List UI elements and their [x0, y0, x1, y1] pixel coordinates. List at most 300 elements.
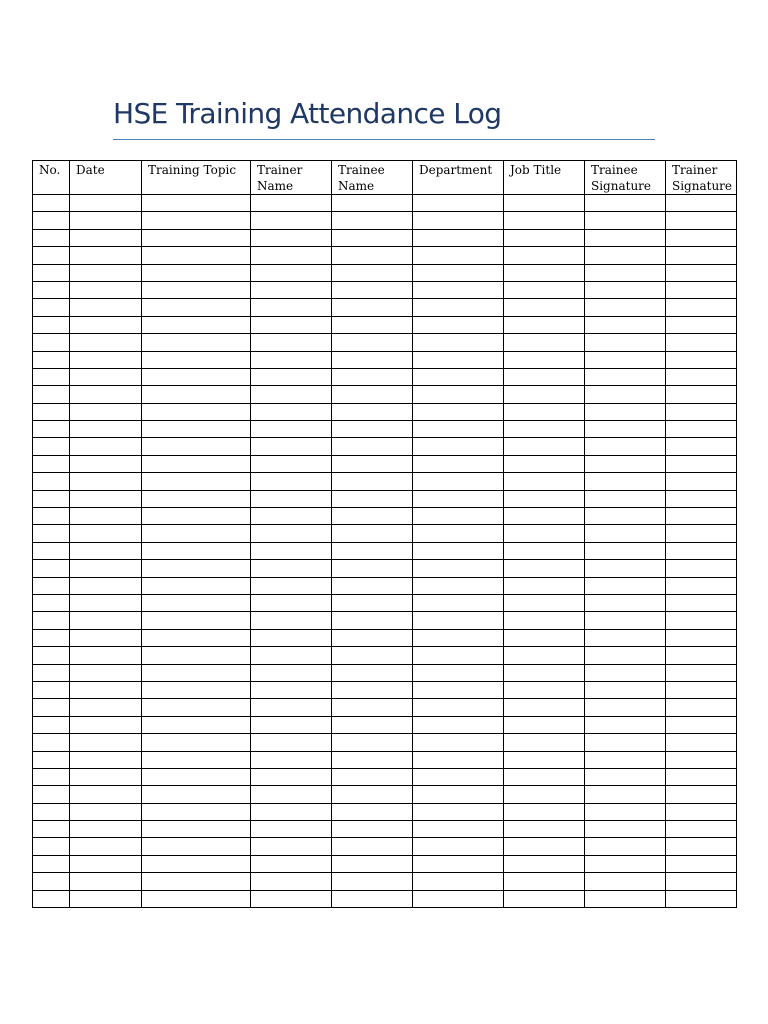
table-cell[interactable]	[413, 734, 504, 751]
table-cell[interactable]	[413, 681, 504, 698]
table-cell[interactable]	[142, 508, 251, 525]
table-cell[interactable]	[33, 351, 70, 368]
table-cell[interactable]	[70, 212, 142, 229]
table-cell[interactable]	[585, 560, 666, 577]
table-cell[interactable]	[413, 229, 504, 246]
table-cell[interactable]	[142, 281, 251, 298]
table-cell[interactable]	[33, 195, 70, 212]
table-cell[interactable]	[33, 890, 70, 907]
table-cell[interactable]	[142, 699, 251, 716]
table-cell[interactable]	[33, 229, 70, 246]
table-cell[interactable]	[251, 351, 332, 368]
table-cell[interactable]	[504, 821, 585, 838]
table-cell[interactable]	[504, 316, 585, 333]
table-cell[interactable]	[33, 281, 70, 298]
table-cell[interactable]	[33, 212, 70, 229]
table-cell[interactable]	[332, 351, 413, 368]
table-cell[interactable]	[251, 229, 332, 246]
table-cell[interactable]	[585, 264, 666, 281]
table-cell[interactable]	[504, 890, 585, 907]
table-cell[interactable]	[142, 890, 251, 907]
table-cell[interactable]	[332, 299, 413, 316]
table-cell[interactable]	[504, 716, 585, 733]
table-cell[interactable]	[413, 821, 504, 838]
table-cell[interactable]	[413, 699, 504, 716]
table-cell[interactable]	[585, 525, 666, 542]
table-cell[interactable]	[585, 195, 666, 212]
table-cell[interactable]	[70, 195, 142, 212]
table-cell[interactable]	[666, 681, 737, 698]
table-cell[interactable]	[332, 786, 413, 803]
table-cell[interactable]	[70, 490, 142, 507]
table-cell[interactable]	[585, 438, 666, 455]
table-cell[interactable]	[332, 821, 413, 838]
table-cell[interactable]	[70, 786, 142, 803]
table-cell[interactable]	[413, 803, 504, 820]
table-cell[interactable]	[70, 316, 142, 333]
table-cell[interactable]	[251, 664, 332, 681]
table-cell[interactable]	[585, 351, 666, 368]
table-cell[interactable]	[666, 699, 737, 716]
table-cell[interactable]	[70, 421, 142, 438]
table-cell[interactable]	[666, 403, 737, 420]
table-cell[interactable]	[70, 386, 142, 403]
table-cell[interactable]	[70, 803, 142, 820]
table-cell[interactable]	[33, 664, 70, 681]
table-cell[interactable]	[251, 334, 332, 351]
table-cell[interactable]	[413, 751, 504, 768]
table-cell[interactable]	[251, 751, 332, 768]
table-cell[interactable]	[142, 734, 251, 751]
table-cell[interactable]	[413, 403, 504, 420]
table-cell[interactable]	[33, 681, 70, 698]
table-cell[interactable]	[251, 768, 332, 785]
table-cell[interactable]	[70, 612, 142, 629]
table-cell[interactable]	[585, 421, 666, 438]
table-cell[interactable]	[33, 612, 70, 629]
table-cell[interactable]	[585, 247, 666, 264]
table-cell[interactable]	[413, 473, 504, 490]
table-cell[interactable]	[504, 195, 585, 212]
table-cell[interactable]	[251, 281, 332, 298]
table-cell[interactable]	[413, 455, 504, 472]
table-cell[interactable]	[251, 386, 332, 403]
table-cell[interactable]	[332, 247, 413, 264]
table-cell[interactable]	[666, 455, 737, 472]
table-cell[interactable]	[142, 577, 251, 594]
table-cell[interactable]	[666, 647, 737, 664]
table-cell[interactable]	[504, 855, 585, 872]
table-cell[interactable]	[666, 195, 737, 212]
table-cell[interactable]	[666, 594, 737, 611]
table-cell[interactable]	[33, 508, 70, 525]
table-cell[interactable]	[70, 473, 142, 490]
table-cell[interactable]	[33, 855, 70, 872]
table-cell[interactable]	[142, 264, 251, 281]
table-cell[interactable]	[70, 508, 142, 525]
table-cell[interactable]	[332, 768, 413, 785]
table-cell[interactable]	[413, 577, 504, 594]
table-cell[interactable]	[142, 316, 251, 333]
table-cell[interactable]	[504, 542, 585, 559]
table-cell[interactable]	[504, 873, 585, 890]
table-cell[interactable]	[142, 612, 251, 629]
table-cell[interactable]	[332, 542, 413, 559]
table-cell[interactable]	[332, 473, 413, 490]
table-cell[interactable]	[413, 786, 504, 803]
table-cell[interactable]	[413, 438, 504, 455]
table-cell[interactable]	[332, 403, 413, 420]
table-cell[interactable]	[666, 316, 737, 333]
table-cell[interactable]	[251, 299, 332, 316]
table-cell[interactable]	[251, 803, 332, 820]
table-cell[interactable]	[33, 734, 70, 751]
table-cell[interactable]	[666, 838, 737, 855]
table-cell[interactable]	[332, 751, 413, 768]
table-cell[interactable]	[70, 368, 142, 385]
table-cell[interactable]	[666, 751, 737, 768]
table-cell[interactable]	[666, 490, 737, 507]
table-cell[interactable]	[666, 299, 737, 316]
table-cell[interactable]	[504, 664, 585, 681]
table-cell[interactable]	[70, 751, 142, 768]
table-cell[interactable]	[332, 629, 413, 646]
table-cell[interactable]	[504, 351, 585, 368]
table-cell[interactable]	[142, 681, 251, 698]
table-cell[interactable]	[33, 716, 70, 733]
table-cell[interactable]	[142, 473, 251, 490]
table-cell[interactable]	[332, 681, 413, 698]
table-cell[interactable]	[585, 647, 666, 664]
table-cell[interactable]	[585, 403, 666, 420]
table-cell[interactable]	[585, 699, 666, 716]
table-cell[interactable]	[332, 560, 413, 577]
table-cell[interactable]	[332, 525, 413, 542]
table-cell[interactable]	[33, 647, 70, 664]
table-cell[interactable]	[666, 229, 737, 246]
table-cell[interactable]	[585, 316, 666, 333]
table-cell[interactable]	[251, 473, 332, 490]
table-cell[interactable]	[142, 664, 251, 681]
table-cell[interactable]	[585, 629, 666, 646]
table-cell[interactable]	[504, 786, 585, 803]
table-cell[interactable]	[251, 647, 332, 664]
table-cell[interactable]	[666, 734, 737, 751]
table-cell[interactable]	[504, 647, 585, 664]
table-cell[interactable]	[504, 577, 585, 594]
table-cell[interactable]	[666, 768, 737, 785]
table-cell[interactable]	[504, 560, 585, 577]
table-cell[interactable]	[332, 855, 413, 872]
table-cell[interactable]	[666, 421, 737, 438]
table-cell[interactable]	[33, 438, 70, 455]
table-cell[interactable]	[33, 821, 70, 838]
table-cell[interactable]	[504, 838, 585, 855]
table-cell[interactable]	[332, 734, 413, 751]
table-cell[interactable]	[142, 873, 251, 890]
table-cell[interactable]	[585, 473, 666, 490]
table-cell[interactable]	[332, 421, 413, 438]
table-cell[interactable]	[70, 890, 142, 907]
table-cell[interactable]	[413, 490, 504, 507]
table-cell[interactable]	[33, 803, 70, 820]
table-cell[interactable]	[504, 612, 585, 629]
table-cell[interactable]	[70, 594, 142, 611]
table-cell[interactable]	[70, 716, 142, 733]
table-cell[interactable]	[413, 264, 504, 281]
table-cell[interactable]	[142, 855, 251, 872]
table-cell[interactable]	[251, 873, 332, 890]
table-cell[interactable]	[142, 560, 251, 577]
table-cell[interactable]	[251, 821, 332, 838]
table-cell[interactable]	[585, 368, 666, 385]
table-cell[interactable]	[332, 281, 413, 298]
table-cell[interactable]	[332, 368, 413, 385]
table-cell[interactable]	[142, 403, 251, 420]
table-cell[interactable]	[70, 264, 142, 281]
table-cell[interactable]	[585, 855, 666, 872]
table-cell[interactable]	[332, 508, 413, 525]
table-cell[interactable]	[504, 508, 585, 525]
table-cell[interactable]	[33, 525, 70, 542]
table-cell[interactable]	[666, 212, 737, 229]
table-cell[interactable]	[33, 403, 70, 420]
table-cell[interactable]	[332, 438, 413, 455]
table-cell[interactable]	[413, 560, 504, 577]
table-cell[interactable]	[70, 577, 142, 594]
table-cell[interactable]	[332, 386, 413, 403]
table-cell[interactable]	[142, 751, 251, 768]
table-cell[interactable]	[585, 490, 666, 507]
table-cell[interactable]	[413, 716, 504, 733]
table-cell[interactable]	[332, 334, 413, 351]
table-cell[interactable]	[251, 699, 332, 716]
table-cell[interactable]	[413, 612, 504, 629]
table-cell[interactable]	[666, 786, 737, 803]
table-cell[interactable]	[585, 542, 666, 559]
table-cell[interactable]	[504, 751, 585, 768]
table-cell[interactable]	[142, 351, 251, 368]
table-cell[interactable]	[413, 542, 504, 559]
table-cell[interactable]	[251, 403, 332, 420]
table-cell[interactable]	[332, 264, 413, 281]
table-cell[interactable]	[142, 334, 251, 351]
table-cell[interactable]	[70, 438, 142, 455]
table-cell[interactable]	[585, 594, 666, 611]
table-cell[interactable]	[142, 838, 251, 855]
table-cell[interactable]	[504, 281, 585, 298]
table-cell[interactable]	[504, 403, 585, 420]
table-cell[interactable]	[70, 299, 142, 316]
table-cell[interactable]	[33, 264, 70, 281]
table-cell[interactable]	[33, 594, 70, 611]
table-cell[interactable]	[332, 612, 413, 629]
table-cell[interactable]	[666, 577, 737, 594]
table-cell[interactable]	[332, 699, 413, 716]
table-cell[interactable]	[70, 699, 142, 716]
table-cell[interactable]	[251, 508, 332, 525]
table-cell[interactable]	[666, 438, 737, 455]
table-cell[interactable]	[251, 421, 332, 438]
table-cell[interactable]	[142, 386, 251, 403]
table-cell[interactable]	[666, 855, 737, 872]
table-cell[interactable]	[70, 647, 142, 664]
table-cell[interactable]	[70, 560, 142, 577]
table-cell[interactable]	[33, 299, 70, 316]
table-cell[interactable]	[251, 577, 332, 594]
table-cell[interactable]	[413, 368, 504, 385]
table-cell[interactable]	[413, 212, 504, 229]
table-cell[interactable]	[142, 195, 251, 212]
table-cell[interactable]	[413, 594, 504, 611]
table-cell[interactable]	[413, 873, 504, 890]
table-cell[interactable]	[504, 629, 585, 646]
table-cell[interactable]	[142, 299, 251, 316]
table-cell[interactable]	[33, 247, 70, 264]
table-cell[interactable]	[251, 786, 332, 803]
table-cell[interactable]	[70, 229, 142, 246]
table-cell[interactable]	[504, 264, 585, 281]
table-cell[interactable]	[666, 351, 737, 368]
table-cell[interactable]	[332, 803, 413, 820]
table-cell[interactable]	[413, 855, 504, 872]
table-cell[interactable]	[142, 803, 251, 820]
table-cell[interactable]	[142, 716, 251, 733]
table-cell[interactable]	[142, 542, 251, 559]
table-cell[interactable]	[70, 629, 142, 646]
table-cell[interactable]	[251, 455, 332, 472]
table-cell[interactable]	[70, 334, 142, 351]
table-cell[interactable]	[332, 316, 413, 333]
table-cell[interactable]	[585, 786, 666, 803]
table-cell[interactable]	[585, 577, 666, 594]
table-cell[interactable]	[413, 525, 504, 542]
table-cell[interactable]	[142, 786, 251, 803]
table-cell[interactable]	[33, 542, 70, 559]
table-cell[interactable]	[251, 212, 332, 229]
table-cell[interactable]	[666, 386, 737, 403]
table-cell[interactable]	[70, 681, 142, 698]
table-cell[interactable]	[332, 647, 413, 664]
table-cell[interactable]	[142, 438, 251, 455]
table-cell[interactable]	[332, 594, 413, 611]
table-cell[interactable]	[142, 525, 251, 542]
table-cell[interactable]	[332, 490, 413, 507]
table-cell[interactable]	[142, 455, 251, 472]
table-cell[interactable]	[666, 542, 737, 559]
table-cell[interactable]	[504, 594, 585, 611]
table-cell[interactable]	[585, 212, 666, 229]
table-cell[interactable]	[70, 542, 142, 559]
table-cell[interactable]	[70, 664, 142, 681]
table-cell[interactable]	[251, 681, 332, 698]
table-cell[interactable]	[332, 664, 413, 681]
table-cell[interactable]	[70, 873, 142, 890]
table-cell[interactable]	[666, 281, 737, 298]
table-cell[interactable]	[33, 873, 70, 890]
table-cell[interactable]	[666, 873, 737, 890]
table-cell[interactable]	[33, 490, 70, 507]
table-cell[interactable]	[413, 838, 504, 855]
table-cell[interactable]	[142, 212, 251, 229]
table-cell[interactable]	[33, 699, 70, 716]
table-cell[interactable]	[666, 473, 737, 490]
table-cell[interactable]	[251, 629, 332, 646]
table-cell[interactable]	[413, 647, 504, 664]
table-cell[interactable]	[413, 334, 504, 351]
table-cell[interactable]	[251, 716, 332, 733]
table-cell[interactable]	[504, 299, 585, 316]
table-cell[interactable]	[504, 681, 585, 698]
table-cell[interactable]	[251, 525, 332, 542]
table-cell[interactable]	[70, 525, 142, 542]
table-cell[interactable]	[585, 334, 666, 351]
table-cell[interactable]	[504, 421, 585, 438]
table-cell[interactable]	[666, 247, 737, 264]
table-cell[interactable]	[504, 455, 585, 472]
table-cell[interactable]	[70, 351, 142, 368]
table-cell[interactable]	[251, 247, 332, 264]
table-cell[interactable]	[585, 299, 666, 316]
table-cell[interactable]	[413, 890, 504, 907]
table-cell[interactable]	[70, 455, 142, 472]
table-cell[interactable]	[504, 473, 585, 490]
table-cell[interactable]	[413, 281, 504, 298]
table-cell[interactable]	[666, 890, 737, 907]
table-cell[interactable]	[251, 195, 332, 212]
table-cell[interactable]	[332, 838, 413, 855]
table-cell[interactable]	[504, 438, 585, 455]
table-cell[interactable]	[33, 316, 70, 333]
table-cell[interactable]	[251, 734, 332, 751]
table-cell[interactable]	[33, 560, 70, 577]
table-cell[interactable]	[585, 716, 666, 733]
table-cell[interactable]	[33, 786, 70, 803]
table-cell[interactable]	[70, 821, 142, 838]
table-cell[interactable]	[413, 316, 504, 333]
table-cell[interactable]	[33, 577, 70, 594]
table-cell[interactable]	[413, 351, 504, 368]
table-cell[interactable]	[504, 368, 585, 385]
table-cell[interactable]	[332, 890, 413, 907]
table-cell[interactable]	[142, 368, 251, 385]
table-cell[interactable]	[142, 629, 251, 646]
table-cell[interactable]	[33, 386, 70, 403]
table-cell[interactable]	[33, 838, 70, 855]
table-cell[interactable]	[332, 577, 413, 594]
table-cell[interactable]	[251, 855, 332, 872]
table-cell[interactable]	[142, 421, 251, 438]
table-cell[interactable]	[33, 473, 70, 490]
table-cell[interactable]	[666, 368, 737, 385]
table-cell[interactable]	[666, 334, 737, 351]
table-cell[interactable]	[251, 594, 332, 611]
table-cell[interactable]	[666, 803, 737, 820]
table-cell[interactable]	[70, 247, 142, 264]
table-cell[interactable]	[504, 334, 585, 351]
table-cell[interactable]	[504, 229, 585, 246]
table-cell[interactable]	[33, 629, 70, 646]
table-cell[interactable]	[504, 247, 585, 264]
table-cell[interactable]	[332, 212, 413, 229]
table-cell[interactable]	[70, 855, 142, 872]
table-cell[interactable]	[142, 247, 251, 264]
table-cell[interactable]	[504, 212, 585, 229]
table-cell[interactable]	[504, 768, 585, 785]
table-cell[interactable]	[33, 368, 70, 385]
table-cell[interactable]	[504, 386, 585, 403]
table-cell[interactable]	[142, 821, 251, 838]
